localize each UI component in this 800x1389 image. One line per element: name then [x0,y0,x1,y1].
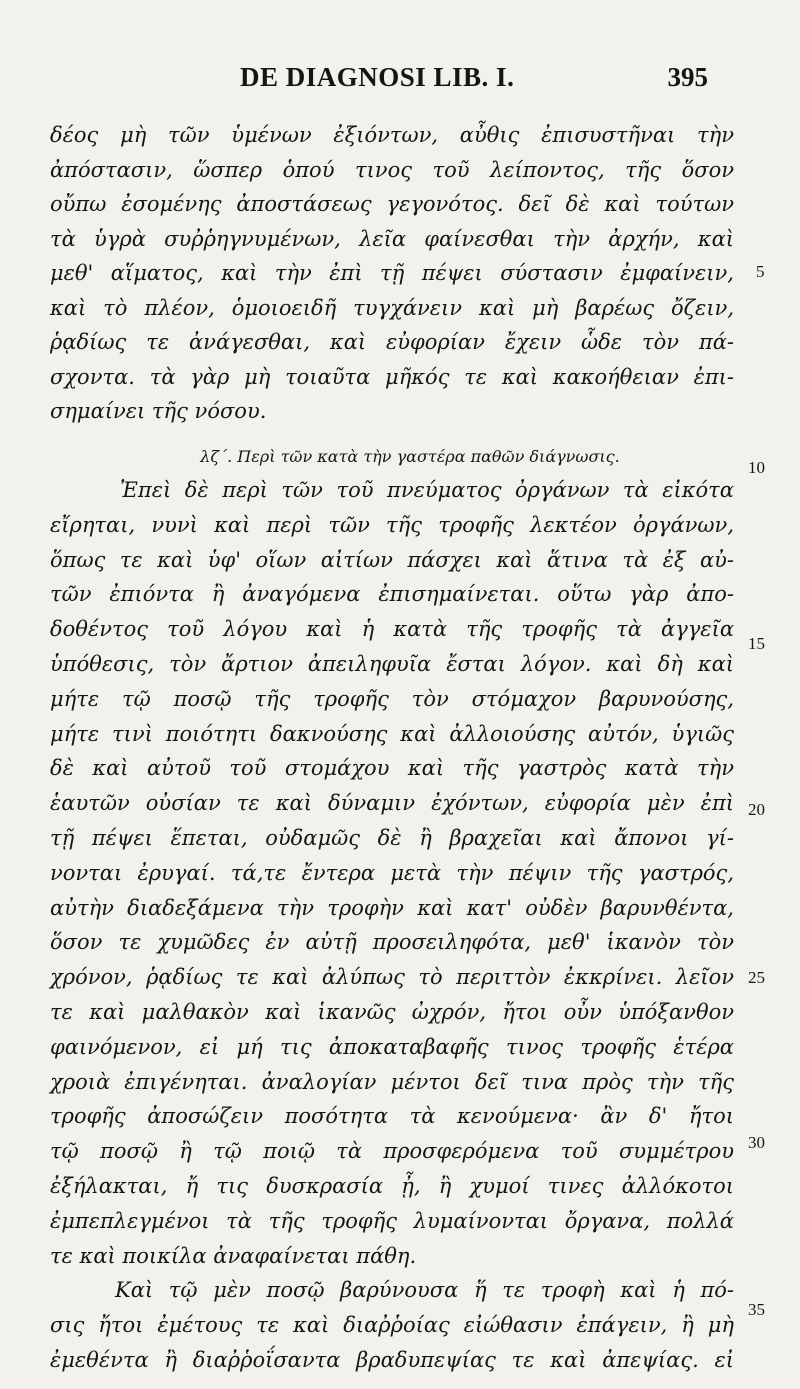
text-line: ῥᾳδίως τε ἀνάγεσθαι, καὶ εὐφορίαν ἔχειν ὧδε τὸν πά- [50,330,734,354]
text-line: νονται ἐρυγαί. τά,τε ἔντερα μετὰ τὴν πέψιν τῆς γαστρός, [50,860,734,885]
text-line: δὲ καὶ αὐτοῦ τοῦ στομάχου καὶ τῆς γαστρὸς κατὰ τὴν [50,756,734,781]
text-line: δοθέντος τοῦ λόγου καὶ ἡ κατὰ τῆς τροφῆς τὰ ἀγγεῖα [50,617,734,642]
line-number: 35 [748,1300,765,1319]
text-line: χροιὰ ἐπιγένηται. ἀναλογίαν μέντοι δεῖ τινα πρὸς τὴν τῆς [50,1069,734,1094]
text-line: οὔπω ἐσομένης ἀποστάσεως γεγονότος. δεῖ δὲ καὶ τούτων [50,192,734,216]
text-line: ὅσον τε χυμῶδες ἐν αὐτῇ προσειληφότα, μεθ' ἱκανὸν τὸν [50,930,734,955]
text-line: σις ἤτοι ἐμέτους τε καὶ διαῤῥοίας εἰώθασιν ἐπάγειν, ἢ μὴ [50,1313,734,1338]
text-line: μήτε τινὶ ποιότητι δακνούσης καὶ ἀλλοιούσης αὐτόν, ὑγιῶς [50,721,734,746]
chapter-heading: λζ΄. Περὶ τῶν κατὰ τὴν γαστέρα παθῶν διάγνωσις. [200,447,620,466]
text-line: τὰ ὑγρὰ συῤῥηγνυμένων, λεῖα φαίνεσθαι τὴν ἀρχήν, καὶ [50,226,734,251]
text-line: εἴρηται, νυνὶ καὶ περὶ τῶν τῆς τροφῆς λεκτέον ὀργάνων, [50,512,734,537]
text-line: σημαίνει τῆς νόσου. [50,399,267,423]
text-line: χρόνον, ῥᾳδίως τε καὶ ἀλύπως τὸ περιττὸν ἐκκρίνει. λεῖον [50,965,734,990]
text-line: ἐξήλακται, ἤ τις δυσκρασία ᾖ, ἢ χυμοί τινες ἀλλόκοτοι [50,1174,734,1198]
text-line: ἐμπεπλεγμένοι τὰ τῆς τροφῆς λυμαίνονται ὄργανα, πολλά [50,1208,734,1233]
text-line: ἑαυτῶν οὐσίαν τε καὶ δύναμιν ἐχόντων, εὐφορία μὲν ἐπὶ [50,791,734,816]
text-line: ἐμεθέντα ἢ διαῤῥοΐσαντα βραδυπεψίας τε καὶ ἀπεψίας. εἰ [50,1348,734,1372]
text-line: σχοντα. τὰ γὰρ μὴ τοιαῦτα μῆκός τε καὶ κακοήθειαν ἐπι- [50,364,734,389]
line-number: 25 [748,968,765,987]
text-line: τροφῆς ἀποσώζειν ποσότητα τὰ κενούμενα· ἂν δ' ἤτοι [50,1104,734,1129]
text-line: δέος μὴ τῶν ὑμένων ἐξιόντων, αὖθις ἐπισυστῆναι τὴν [50,123,734,147]
text-line: μήτε τῷ ποσῷ τῆς τροφῆς τὸν στόμαχον βαρυνούσης, [50,686,734,711]
line-number: 10 [748,458,765,477]
text-line: Ἐπεὶ δὲ περὶ τῶν τοῦ πνεύματος ὀργάνων τὰ εἰκότα [120,478,734,502]
text-line: τε καὶ μαλθακὸν καὶ ἱκανῶς ὠχρόν, ἤτοι οὖν ὑπόξανθον [50,1000,734,1024]
page-number: 395 [667,62,708,92]
text-line: τῇ πέψει ἕπεται, οὐδαμῶς δὲ ἢ βραχεῖαι καὶ ἄπονοι γί- [50,826,734,850]
text-line: φαινόμενον, εἰ μή τις ἀποκαταβαφῆς τινος τροφῆς ἑτέρα [50,1034,734,1059]
text-line: μεθ' αἵματος, καὶ τὴν ἐπὶ τῇ πέψει σύστασιν ἐμφαίνειν, [50,261,734,285]
text-line: ὅπως τε καὶ ὑφ' οἵων αἰτίων πάσχει καὶ ἅτινα τὰ ἐξ αὐ- [50,547,734,572]
text-line: ὑπόθεσις, τὸν ἄρτιον ἀπειληφυῖα ἔσται λόγον. καὶ δὴ καὶ [50,652,734,676]
text-line: ἀπόστασιν, ὥσπερ ὁπού τινος τοῦ λείποντος, τῆς ὅσον [50,157,734,182]
line-number: 20 [748,800,765,819]
text-line: τε καὶ ποικίλα ἀναφαίνεται πάθη. [50,1243,417,1268]
text-line: καὶ τὸ πλέον, ὁμοιοειδῆ τυγχάνειν καὶ μὴ βαρέως ὄζειν, [50,295,734,320]
running-title: DE DIAGNOSI LIB. I. [240,62,515,92]
text-line: τῷ ποσῷ ἢ τῷ ποιῷ τὰ προσφερόμενα τοῦ συμμέτρου [50,1139,734,1164]
text-line: αὐτὴν διαδεξάμενα τὴν τροφὴν καὶ κατ' οὐδὲν βαρυνθέντα, [50,895,734,920]
text-line: Καὶ τῷ μὲν ποσῷ βαρύνουσα ἥ τε τροφὴ καὶ ἡ πό- [115,1278,734,1303]
line-number: 5 [756,262,765,281]
line-number: 15 [748,634,765,653]
text-line: τῶν ἐπιόντα ἢ ἀναγόμενα ἐπισημαίνεται. οὕτω γὰρ ἀπο- [50,582,734,607]
running-header [240,62,708,102]
line-number: 30 [748,1133,765,1152]
